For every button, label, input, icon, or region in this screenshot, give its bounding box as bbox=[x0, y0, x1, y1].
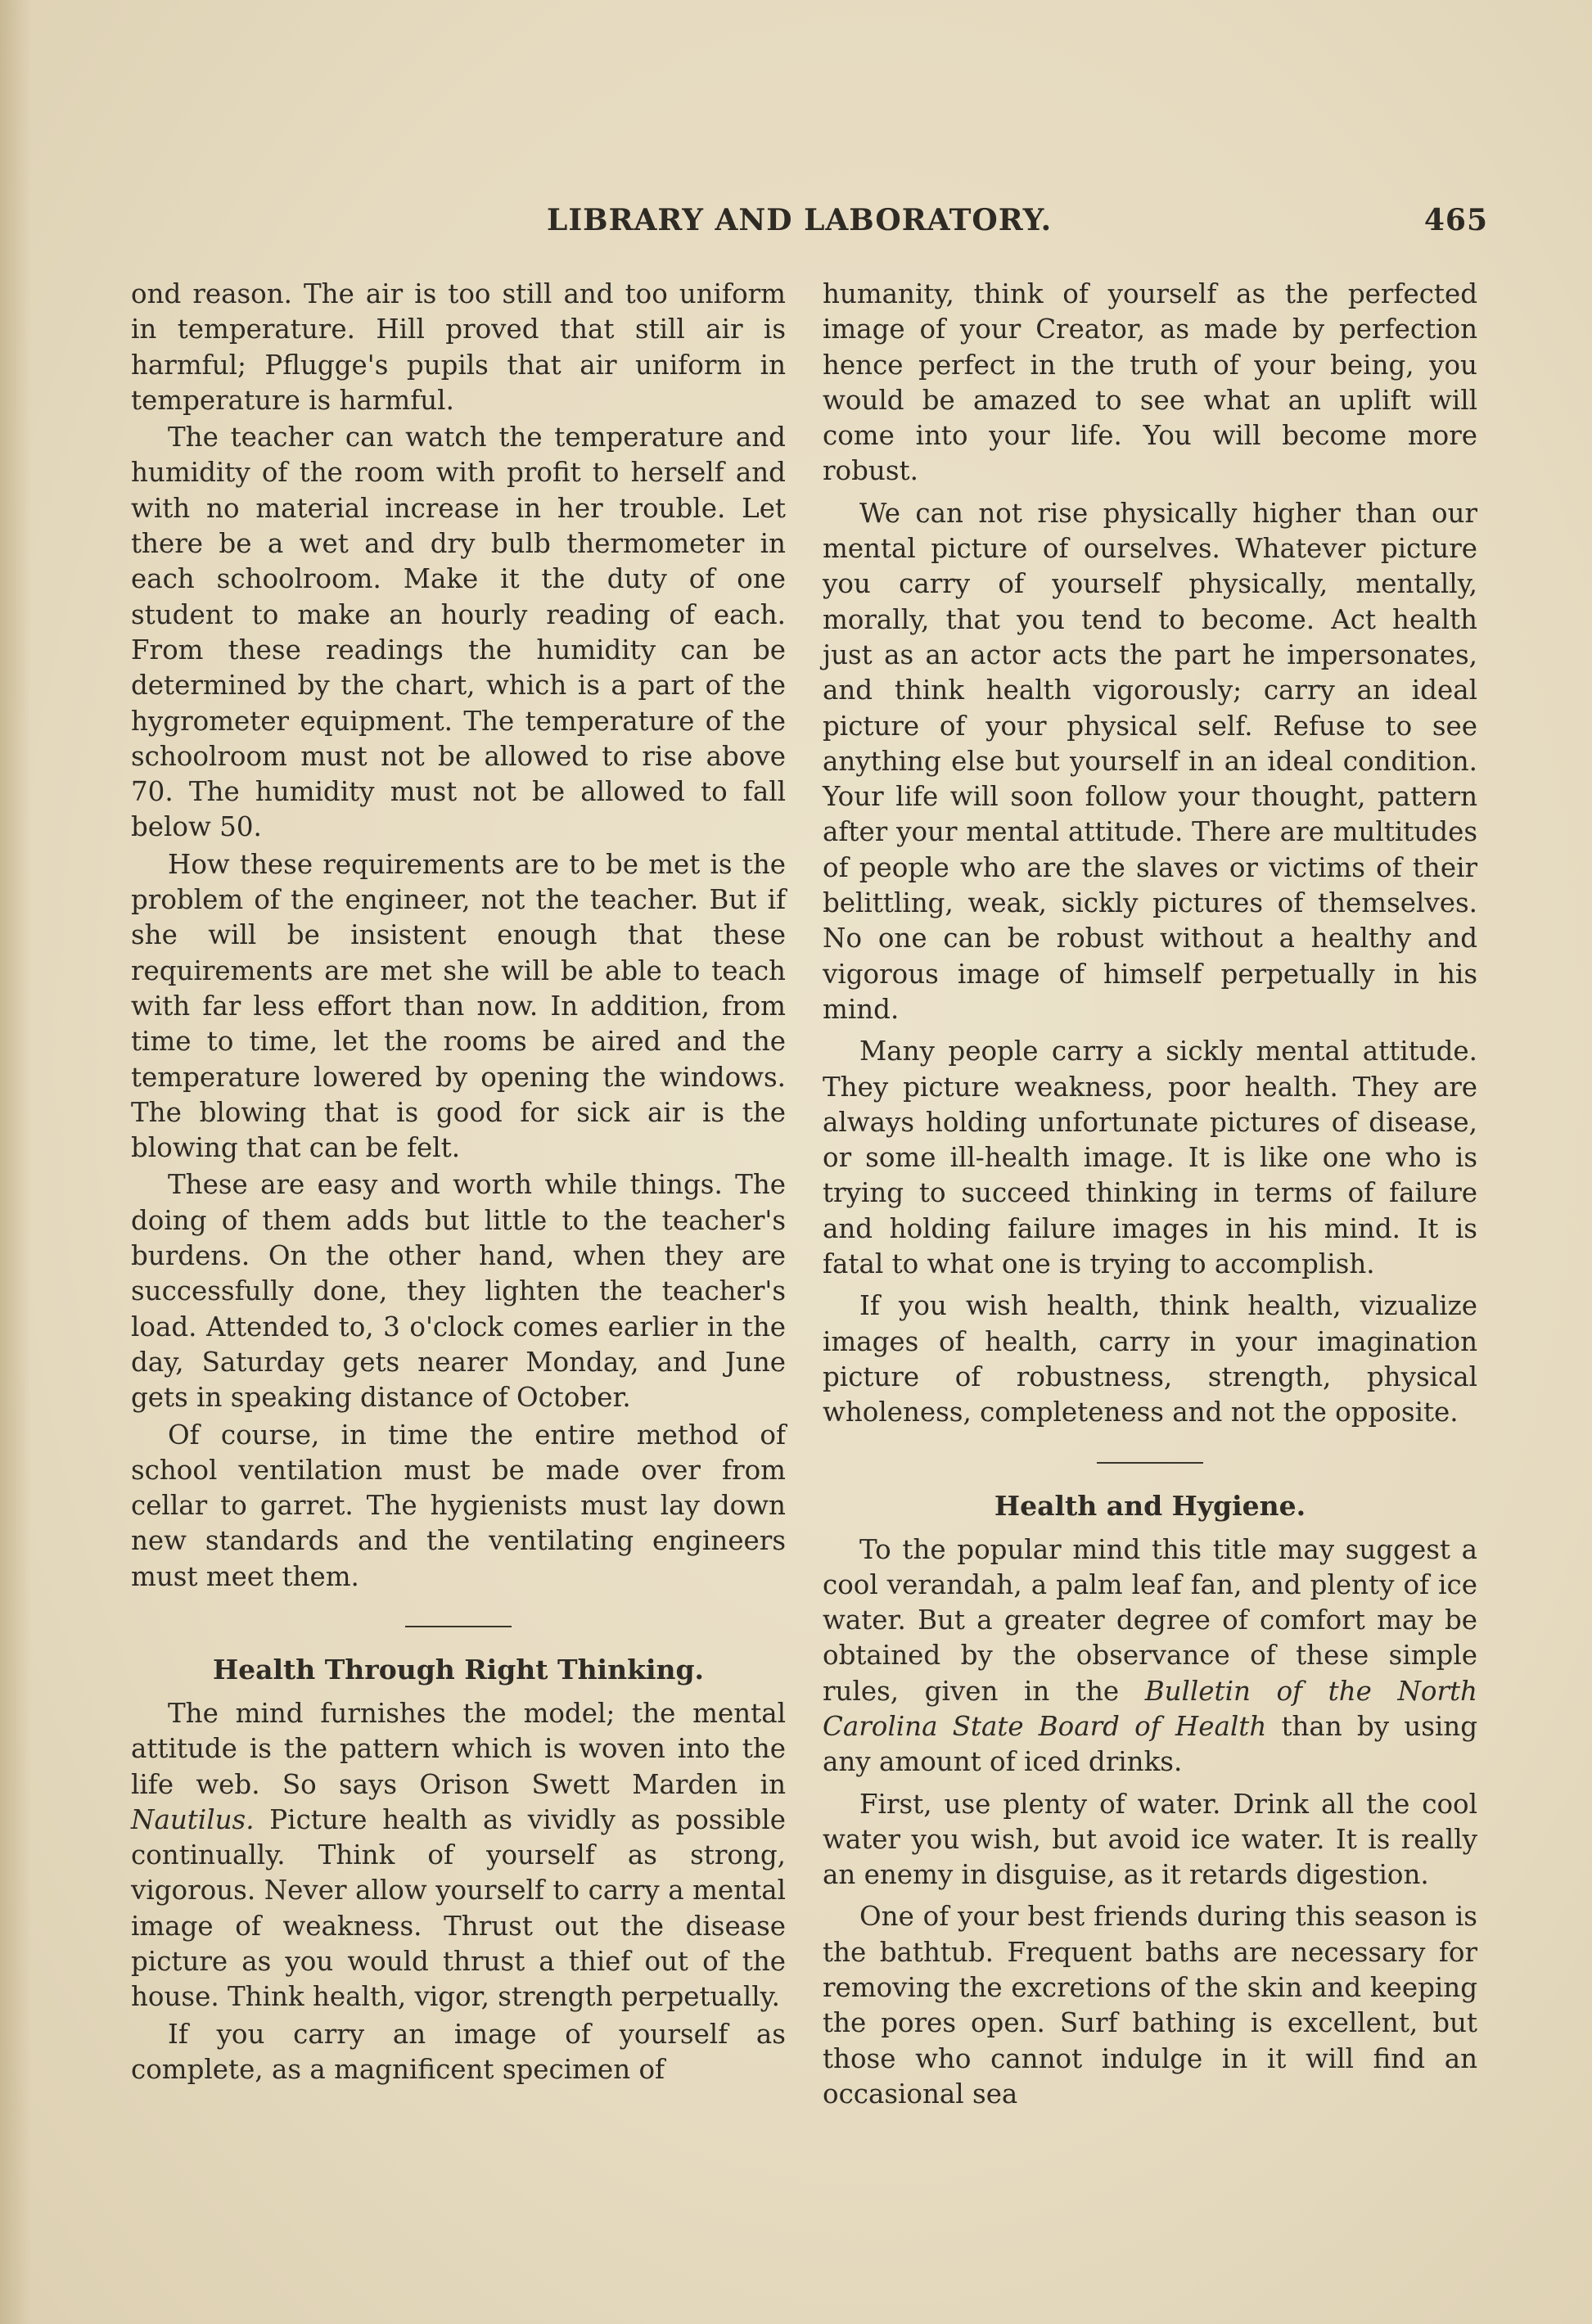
paragraph: Of course, in time the entire method of school ventilation must be made over from cellar to garret. The hygienists must lay down new standards and the ventilating engineers must meet them. bbox=[131, 1419, 786, 1592]
paragraph: Many people carry a sickly mental attitude. They picture weakness, poor health. They are always holding unfortunate pictures of disease, or some ill-health image. It is like one who is trying to succeed thinking in terms of failure and holding failure images in his mind. It is fatal to what one is trying to accomplish. bbox=[823, 1036, 1477, 1280]
text-run: Picture health as vividly as possible continually. Think of yourself as strong, vigorous. Never allow yourself to carry a mental image of weakness. Thrust out the disease picture as you would thrust a thief out of the house. Think health, vigor, strength perpetually. bbox=[131, 1803, 786, 2013]
paragraph: How these requirements are to be met is the problem of the engineer, not the teacher. But if she will be insistent enough that these requirements are met she will be able to teach with far less effort than now. In addition, from time to time, let the rooms be aired and the temperature lowered by opening the windows. The blowing that is good for sick air is the blowing that can be felt. bbox=[131, 848, 786, 1164]
paragraph bbox=[823, 1532, 1477, 1780]
text-run: than by using any amount of iced drinks. bbox=[823, 1710, 1478, 1778]
running-head bbox=[547, 203, 1496, 249]
text-run: To the popular mind this title may suggest a cool verandah, a palm leaf fan, and plenty of ice water. But a greater degree of comfort may be obtained by the observance of these simple rules, given in the bbox=[823, 1533, 1477, 1707]
paragraph: The teacher can watch the temperature and humidity of the room with profit to herself and with no material increase in her trouble. Let there be a wet and dry bulb thermometer in each schoolroom. Make it the duty of one student to make an hourly reading of each. From these readings the humidity can be determined by the chart, which is a part of the hygrometer equipment. The temperature of the schoolroom must not be allowed to rise above 70. The humidity must not be allowed to fall below 50. bbox=[131, 422, 786, 843]
text-run: The mind furnishes the model; the mental attitude is the pattern which is woven into the life web. So says Orison Swett Marden in bbox=[131, 1697, 786, 1800]
running-title: LIBRARY AND LABORATORY. bbox=[547, 203, 1053, 237]
paragraph bbox=[131, 1696, 786, 2015]
gutter-shadow bbox=[0, 0, 31, 2324]
paragraph: humanity, think of yourself as the perfected image of your Creator, as made by perfection hence perfect in the truth of your being, you would be amazed to see what an uplift will come into your life. You will become more robust. bbox=[823, 278, 1477, 487]
periodical-title: Nautilus. bbox=[131, 1803, 255, 1835]
section-divider bbox=[1097, 1462, 1203, 1464]
right-column bbox=[823, 277, 1477, 2119]
paragraph: First, use plenty of water. Drink all the cool water you wish, but avoid ice water. It is really an enemy in disguise, as it retards digestion. bbox=[823, 1788, 1477, 1891]
paragraph: We can not rise physically higher than our mental picture of ourselves. Whatever picture you carry of yourself physically, mentally, morally, that you tend to become. Act health just as an actor acts the part he impersonates, and think health vigorously; carry an ideal picture of your physical self. Refuse to see anything else but yourself in an ideal condition. Your life will soon follow your thought, pattern after your mental attitude. There are multitudes of people who are the slaves or victims of their belittling, weak, sickly pictures of themselves. No one can be robust without a healthy and vigorous image of himself perpetually in his mind. bbox=[823, 497, 1477, 1025]
publication-title: Bulletin of the North Carolina State Board of Health bbox=[823, 1675, 1477, 1742]
page-number: 465 bbox=[1423, 203, 1488, 237]
paragraph: If you wish health, think health, vizualize images of health, carry in your imagination picture of robustness, strength, physical wholeness, completeness and not the opposite. bbox=[823, 1290, 1477, 1428]
section-heading: Health Through Right Thinking. bbox=[212, 1653, 705, 1685]
left-column bbox=[131, 277, 786, 2089]
paragraph: These are easy and worth while things. The doing of them adds but little to the teacher's burdens. On the other hand, when they are successfully done, they lighten the teacher's load. Attended to, 3 o'clock comes earlier in the day, Saturday gets nearer Monday, and June gets in speaking distance of October. bbox=[131, 1169, 786, 1414]
section-heading: Health and Hygiene. bbox=[994, 1489, 1306, 1522]
paragraph: One of your best friends during this season is the bathtub. Frequent baths are necessary for removing the excretions of the skin and keeping the pores open. Surf bathing is excellent, but those who cannot indulge in it will find an occasional sea bbox=[823, 1901, 1477, 2110]
paragraph: ond reason. The air is too still and too uniform in temperature. Hill proved that still air is harmful; Pflugge's pupils that air uniform in temperature is harmful. bbox=[131, 278, 786, 416]
section-divider bbox=[405, 1626, 512, 1627]
paragraph: If you carry an image of yourself as complete, as a magnificent specimen of bbox=[131, 2018, 786, 2085]
